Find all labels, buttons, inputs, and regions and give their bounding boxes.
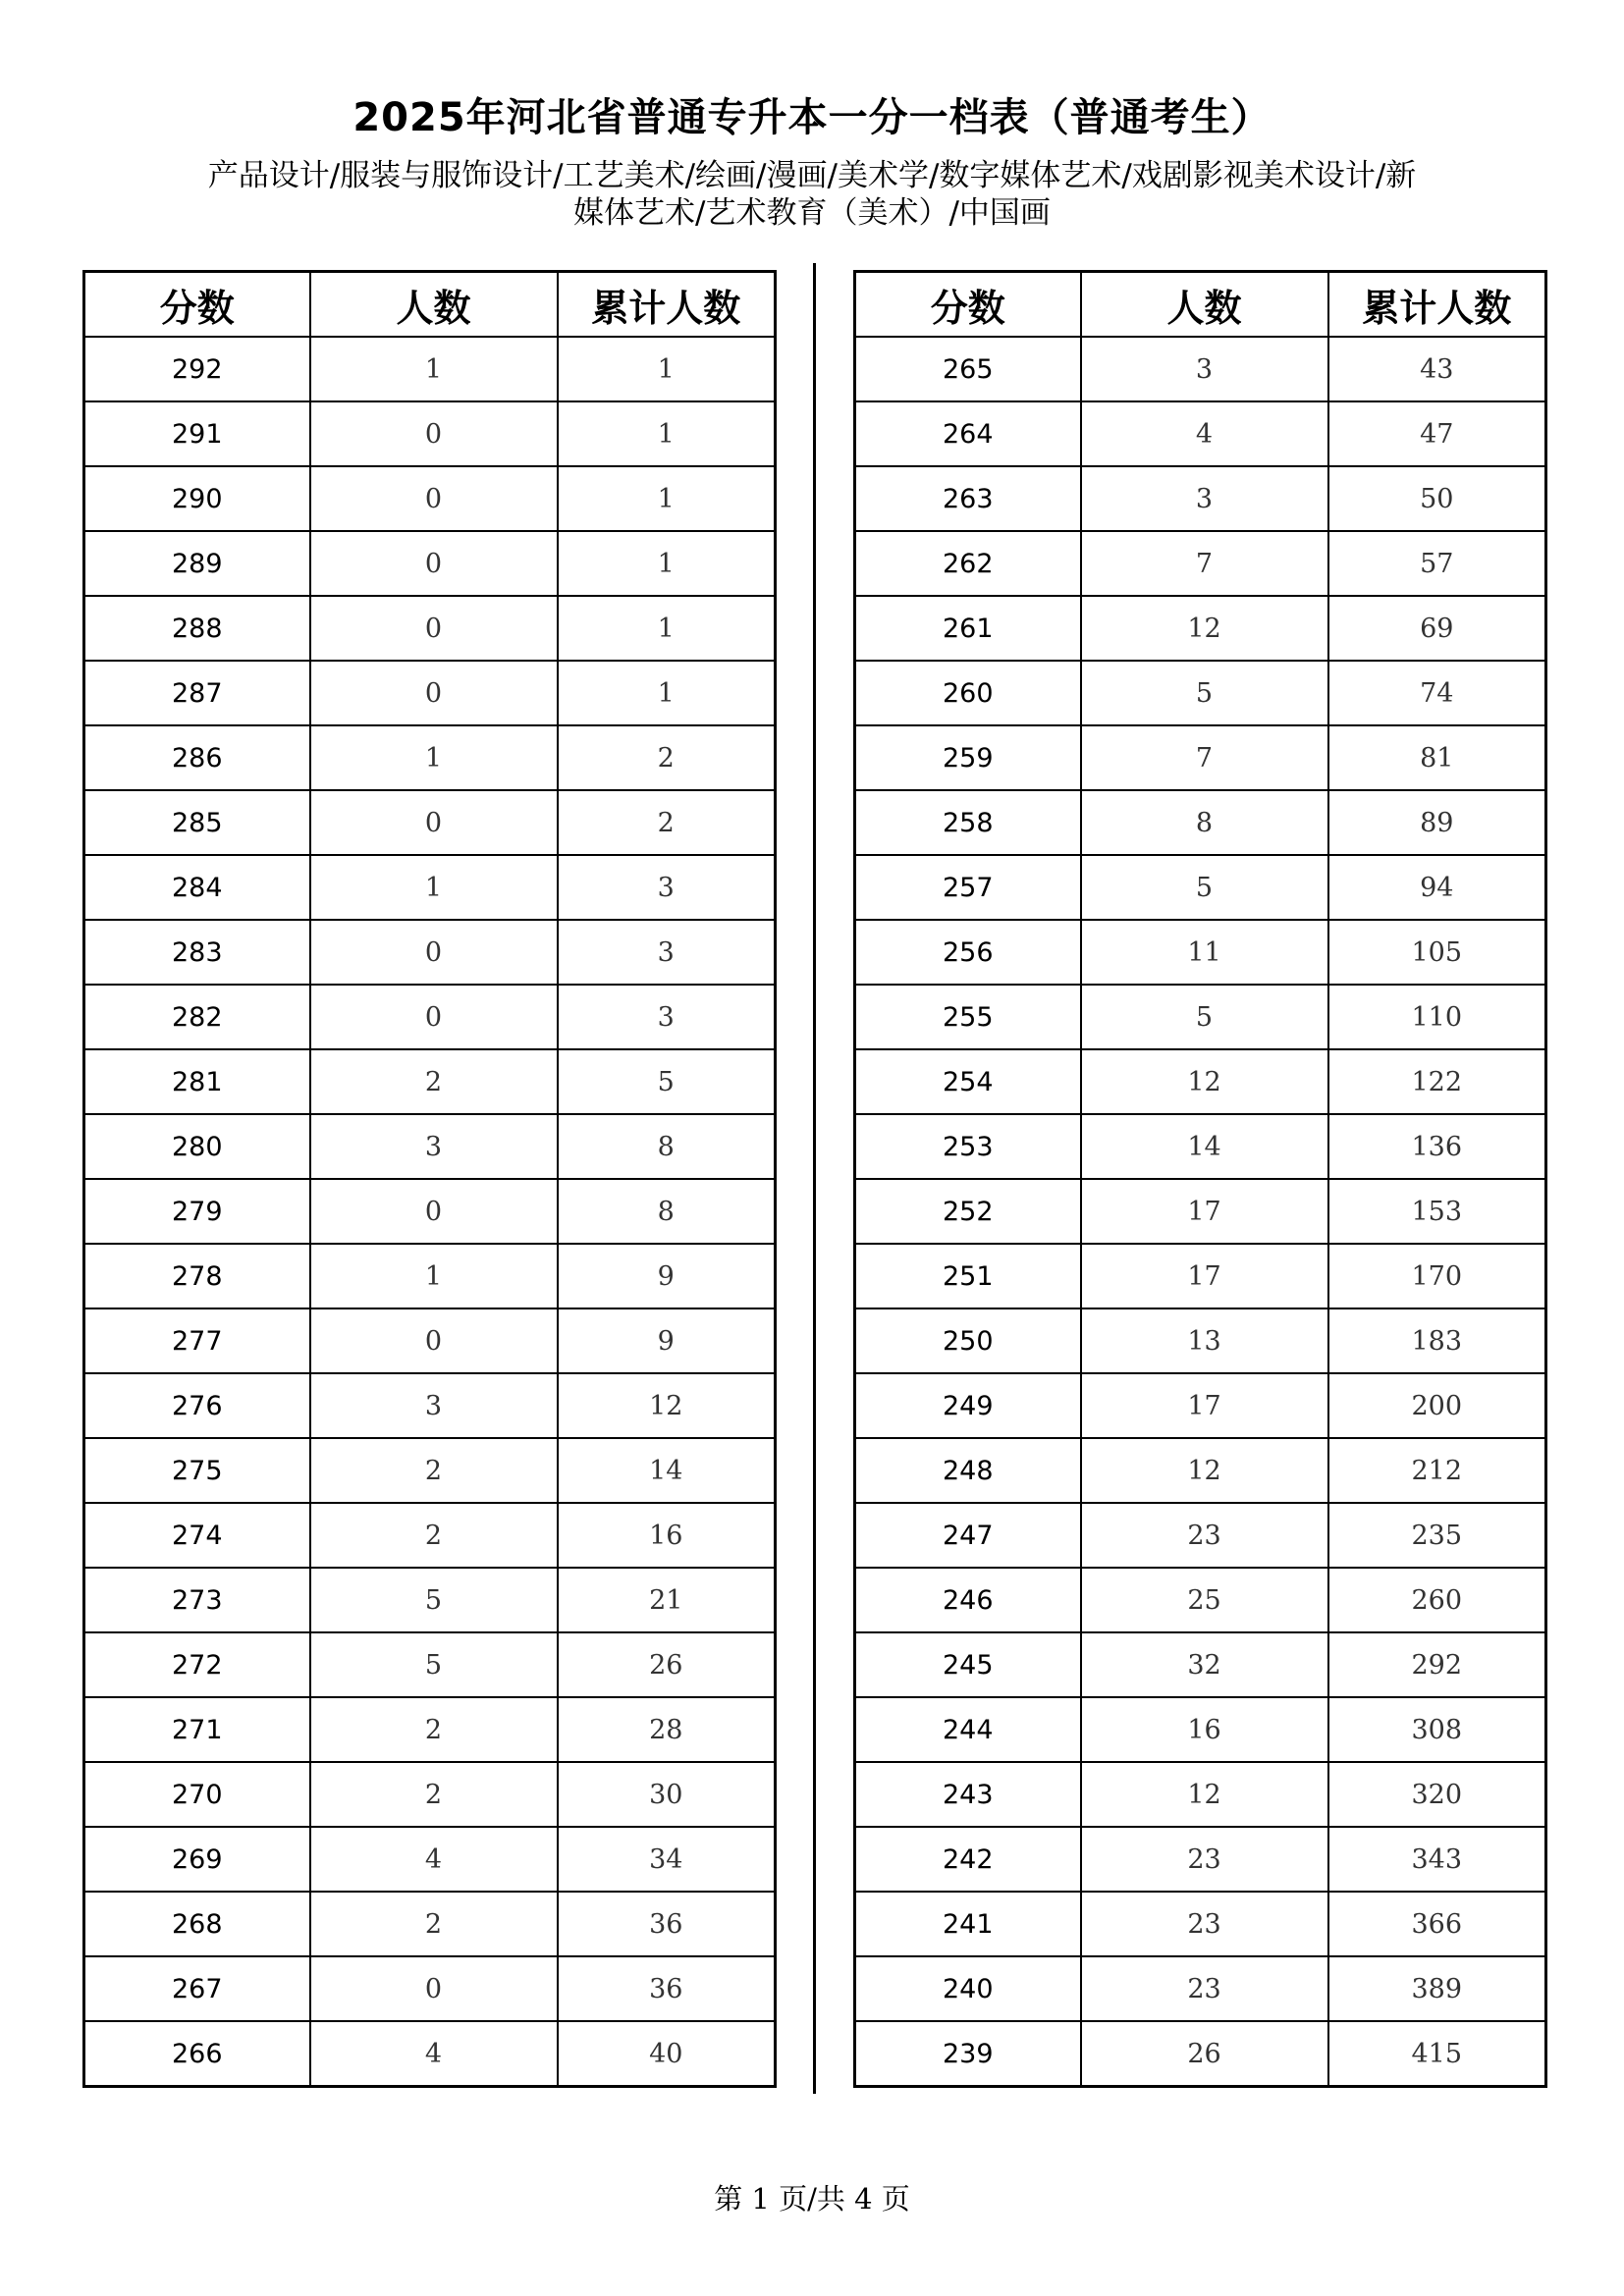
- count-cell: 4: [1081, 401, 1328, 466]
- count-cell: 3: [310, 1114, 558, 1179]
- count-cell: 8: [1081, 790, 1328, 855]
- cumulative-cell: 34: [558, 1827, 776, 1892]
- cumulative-cell: 320: [1328, 1762, 1546, 1827]
- cumulative-cell: 74: [1328, 661, 1546, 725]
- table-row: [84, 985, 776, 1049]
- count-cell: 5: [1081, 985, 1328, 1049]
- score-cell: 281: [84, 1049, 310, 1114]
- cumulative-cell: 81: [1328, 725, 1546, 790]
- score-cell: 276: [84, 1373, 310, 1438]
- subtitle-line-2: 媒体艺术/艺术教育（美术）/中国画: [573, 195, 1051, 231]
- cumulative-cell: 183: [1328, 1308, 1546, 1373]
- cumulative-cell: 3: [558, 920, 776, 985]
- count-cell: 14: [1081, 1114, 1328, 1179]
- cumulative-cell: 69: [1328, 596, 1546, 661]
- count-cell: 5: [1081, 855, 1328, 920]
- cumulative-cell: 1: [558, 337, 776, 401]
- table-row: [84, 1697, 776, 1762]
- cumulative-cell: 3: [558, 855, 776, 920]
- cumulative-cell: 212: [1328, 1438, 1546, 1503]
- score-cell: 256: [855, 920, 1081, 985]
- count-cell: 0: [310, 596, 558, 661]
- cumulative-cell: 260: [1328, 1568, 1546, 1632]
- cumulative-cell: 36: [558, 1956, 776, 2021]
- table-row: [84, 337, 776, 401]
- cumulative-cell: 50: [1328, 466, 1546, 531]
- table-row: [84, 1762, 776, 1827]
- score-cell: 285: [84, 790, 310, 855]
- table-row: [855, 725, 1546, 790]
- cumulative-cell: 136: [1328, 1114, 1546, 1179]
- cumulative-cell: 9: [558, 1244, 776, 1308]
- table-row: [855, 531, 1546, 596]
- score-cell: 252: [855, 1179, 1081, 1244]
- count-cell: 0: [310, 920, 558, 985]
- cumulative-cell: 200: [1328, 1373, 1546, 1438]
- count-cell: 7: [1081, 531, 1328, 596]
- table-row: [855, 1762, 1546, 1827]
- count-cell: 0: [310, 985, 558, 1049]
- score-cell: 243: [855, 1762, 1081, 1827]
- score-cell: 270: [84, 1762, 310, 1827]
- count-cell: 0: [310, 790, 558, 855]
- score-cell: 242: [855, 1827, 1081, 1892]
- score-table-left: [82, 270, 777, 2088]
- score-cell: 275: [84, 1438, 310, 1503]
- cumulative-cell: 94: [1328, 855, 1546, 920]
- cumulative-cell: 389: [1328, 1956, 1546, 2021]
- score-cell: 245: [855, 1632, 1081, 1697]
- count-cell: 1: [310, 1244, 558, 1308]
- cumulative-cell: 26: [558, 1632, 776, 1697]
- cumulative-cell: 415: [1328, 2021, 1546, 2087]
- count-cell: 5: [310, 1632, 558, 1697]
- count-cell: 4: [310, 2021, 558, 2087]
- score-cell: 259: [855, 725, 1081, 790]
- table-row: [84, 2021, 776, 2087]
- count-cell: 23: [1081, 1892, 1328, 1956]
- header-cumulative: 累计人数: [1328, 272, 1546, 338]
- count-cell: 5: [310, 1568, 558, 1632]
- count-cell: 0: [310, 401, 558, 466]
- score-cell: 264: [855, 401, 1081, 466]
- table-row: [84, 1438, 776, 1503]
- count-cell: 23: [1081, 1956, 1328, 2021]
- cumulative-cell: 14: [558, 1438, 776, 1503]
- table-row: [84, 1114, 776, 1179]
- cumulative-cell: 43: [1328, 337, 1546, 401]
- score-cell: 282: [84, 985, 310, 1049]
- count-cell: 0: [310, 1308, 558, 1373]
- score-cell: 239: [855, 2021, 1081, 2087]
- count-cell: 0: [310, 1179, 558, 1244]
- table-row: [84, 725, 776, 790]
- cumulative-cell: 36: [558, 1892, 776, 1956]
- count-cell: 26: [1081, 2021, 1328, 2087]
- table-row: [84, 1827, 776, 1892]
- table-row: [84, 1632, 776, 1697]
- count-cell: 32: [1081, 1632, 1328, 1697]
- score-table-right: [853, 270, 1547, 2088]
- page-title: 2025年河北省普通专升本一分一档表（普通考生）: [352, 95, 1272, 140]
- score-cell: 273: [84, 1568, 310, 1632]
- count-cell: 4: [310, 1827, 558, 1892]
- header-score: 分数: [84, 272, 310, 338]
- count-cell: 23: [1081, 1503, 1328, 1568]
- count-cell: 0: [310, 1956, 558, 2021]
- table-row: [84, 790, 776, 855]
- score-cell: 257: [855, 855, 1081, 920]
- table-row: [855, 1373, 1546, 1438]
- count-cell: 2: [310, 1049, 558, 1114]
- score-cell: 241: [855, 1892, 1081, 1956]
- table-row: [84, 1244, 776, 1308]
- count-cell: 1: [310, 855, 558, 920]
- table-header-row: [855, 272, 1546, 338]
- count-cell: 2: [310, 1762, 558, 1827]
- cumulative-cell: 2: [558, 725, 776, 790]
- score-cell: 272: [84, 1632, 310, 1697]
- table-row: [855, 855, 1546, 920]
- table-row: [855, 2021, 1546, 2087]
- score-cell: 287: [84, 661, 310, 725]
- count-cell: 16: [1081, 1697, 1328, 1762]
- score-cell: 254: [855, 1049, 1081, 1114]
- table-row: [84, 1892, 776, 1956]
- score-cell: 267: [84, 1956, 310, 2021]
- count-cell: 2: [310, 1697, 558, 1762]
- page-footer: 第 1 页/共 4 页: [714, 2182, 910, 2216]
- cumulative-cell: 57: [1328, 531, 1546, 596]
- score-cell: 268: [84, 1892, 310, 1956]
- count-cell: 3: [1081, 466, 1328, 531]
- table-row: [84, 855, 776, 920]
- cumulative-cell: 47: [1328, 401, 1546, 466]
- table-row: [855, 661, 1546, 725]
- table-row: [855, 985, 1546, 1049]
- table-row: [855, 466, 1546, 531]
- score-cell: 291: [84, 401, 310, 466]
- table-row: [855, 1892, 1546, 1956]
- count-cell: 25: [1081, 1568, 1328, 1632]
- count-cell: 0: [310, 661, 558, 725]
- count-cell: 7: [1081, 725, 1328, 790]
- table-row: [855, 1438, 1546, 1503]
- cumulative-cell: 110: [1328, 985, 1546, 1049]
- count-cell: 1: [310, 337, 558, 401]
- score-cell: 266: [84, 2021, 310, 2087]
- cumulative-cell: 308: [1328, 1697, 1546, 1762]
- count-cell: 11: [1081, 920, 1328, 985]
- table-row: [855, 1244, 1546, 1308]
- table-row: [855, 1179, 1546, 1244]
- header-count: 人数: [1081, 272, 1328, 338]
- cumulative-cell: 5: [558, 1049, 776, 1114]
- cumulative-cell: 9: [558, 1308, 776, 1373]
- table-row: [84, 466, 776, 531]
- count-cell: 2: [310, 1438, 558, 1503]
- score-cell: 251: [855, 1244, 1081, 1308]
- table-row: [84, 531, 776, 596]
- cumulative-cell: 235: [1328, 1503, 1546, 1568]
- score-cell: 250: [855, 1308, 1081, 1373]
- cumulative-cell: 28: [558, 1697, 776, 1762]
- table-row: [855, 1568, 1546, 1632]
- table-row: [855, 596, 1546, 661]
- count-cell: 23: [1081, 1827, 1328, 1892]
- cumulative-cell: 2: [558, 790, 776, 855]
- table-row: [855, 790, 1546, 855]
- count-cell: 17: [1081, 1373, 1328, 1438]
- count-cell: 5: [1081, 661, 1328, 725]
- cumulative-cell: 16: [558, 1503, 776, 1568]
- score-cell: 288: [84, 596, 310, 661]
- table-row: [84, 1049, 776, 1114]
- count-cell: 13: [1081, 1308, 1328, 1373]
- score-cell: 255: [855, 985, 1081, 1049]
- cumulative-cell: 40: [558, 2021, 776, 2087]
- cumulative-cell: 292: [1328, 1632, 1546, 1697]
- cumulative-cell: 12: [558, 1373, 776, 1438]
- table-row: [84, 920, 776, 985]
- table-row: [84, 1308, 776, 1373]
- score-cell: 279: [84, 1179, 310, 1244]
- count-cell: 0: [310, 531, 558, 596]
- count-cell: 12: [1081, 1438, 1328, 1503]
- cumulative-cell: 366: [1328, 1892, 1546, 1956]
- score-cell: 246: [855, 1568, 1081, 1632]
- score-cell: 244: [855, 1697, 1081, 1762]
- table-row: [855, 1049, 1546, 1114]
- table-row: [855, 1308, 1546, 1373]
- cumulative-cell: 8: [558, 1179, 776, 1244]
- score-cell: 262: [855, 531, 1081, 596]
- count-cell: 17: [1081, 1179, 1328, 1244]
- count-cell: 1: [310, 725, 558, 790]
- table-row: [855, 1956, 1546, 2021]
- score-cell: 280: [84, 1114, 310, 1179]
- header-count: 人数: [310, 272, 558, 338]
- table-row: [855, 401, 1546, 466]
- cumulative-cell: 153: [1328, 1179, 1546, 1244]
- header-score: 分数: [855, 272, 1081, 338]
- cumulative-cell: 170: [1328, 1244, 1546, 1308]
- cumulative-cell: 1: [558, 466, 776, 531]
- table-row: [84, 1503, 776, 1568]
- count-cell: 12: [1081, 596, 1328, 661]
- score-cell: 271: [84, 1697, 310, 1762]
- table-row: [84, 1568, 776, 1632]
- table-row: [84, 661, 776, 725]
- score-cell: 286: [84, 725, 310, 790]
- table-row: [855, 1827, 1546, 1892]
- column-divider: [813, 263, 816, 2094]
- score-cell: 269: [84, 1827, 310, 1892]
- cumulative-cell: 21: [558, 1568, 776, 1632]
- score-cell: 249: [855, 1373, 1081, 1438]
- cumulative-cell: 8: [558, 1114, 776, 1179]
- count-cell: 12: [1081, 1049, 1328, 1114]
- table-row: [84, 401, 776, 466]
- score-cell: 278: [84, 1244, 310, 1308]
- table-row: [84, 1179, 776, 1244]
- score-cell: 284: [84, 855, 310, 920]
- cumulative-cell: 89: [1328, 790, 1546, 855]
- cumulative-cell: 105: [1328, 920, 1546, 985]
- table-row: [855, 1632, 1546, 1697]
- score-cell: 247: [855, 1503, 1081, 1568]
- score-cell: 260: [855, 661, 1081, 725]
- cumulative-cell: 3: [558, 985, 776, 1049]
- cumulative-cell: 1: [558, 531, 776, 596]
- count-cell: 12: [1081, 1762, 1328, 1827]
- count-cell: 2: [310, 1892, 558, 1956]
- table-row: [855, 1114, 1546, 1179]
- table-row: [855, 1697, 1546, 1762]
- score-cell: 292: [84, 337, 310, 401]
- score-cell: 277: [84, 1308, 310, 1373]
- cumulative-cell: 1: [558, 661, 776, 725]
- count-cell: 3: [1081, 337, 1328, 401]
- table-row: [855, 1503, 1546, 1568]
- cumulative-cell: 30: [558, 1762, 776, 1827]
- score-cell: 261: [855, 596, 1081, 661]
- cumulative-cell: 1: [558, 401, 776, 466]
- score-cell: 274: [84, 1503, 310, 1568]
- score-cell: 265: [855, 337, 1081, 401]
- count-cell: 0: [310, 466, 558, 531]
- table-row: [855, 920, 1546, 985]
- table-row: [84, 1956, 776, 2021]
- score-cell: 263: [855, 466, 1081, 531]
- header-cumulative: 累计人数: [558, 272, 776, 338]
- table-row: [84, 596, 776, 661]
- count-cell: 17: [1081, 1244, 1328, 1308]
- score-cell: 289: [84, 531, 310, 596]
- table-row: [855, 337, 1546, 401]
- cumulative-cell: 343: [1328, 1827, 1546, 1892]
- score-cell: 283: [84, 920, 310, 985]
- table-row: [84, 1373, 776, 1438]
- score-cell: 253: [855, 1114, 1081, 1179]
- cumulative-cell: 122: [1328, 1049, 1546, 1114]
- table-header-row: [84, 272, 776, 338]
- score-cell: 248: [855, 1438, 1081, 1503]
- count-cell: 2: [310, 1503, 558, 1568]
- score-cell: 290: [84, 466, 310, 531]
- score-cell: 258: [855, 790, 1081, 855]
- score-cell: 240: [855, 1956, 1081, 2021]
- subtitle-line-1: 产品设计/服装与服饰设计/工艺美术/绘画/漫画/美术学/数字媒体艺术/戏剧影视美术设计/新: [207, 158, 1417, 193]
- count-cell: 3: [310, 1373, 558, 1438]
- cumulative-cell: 1: [558, 596, 776, 661]
